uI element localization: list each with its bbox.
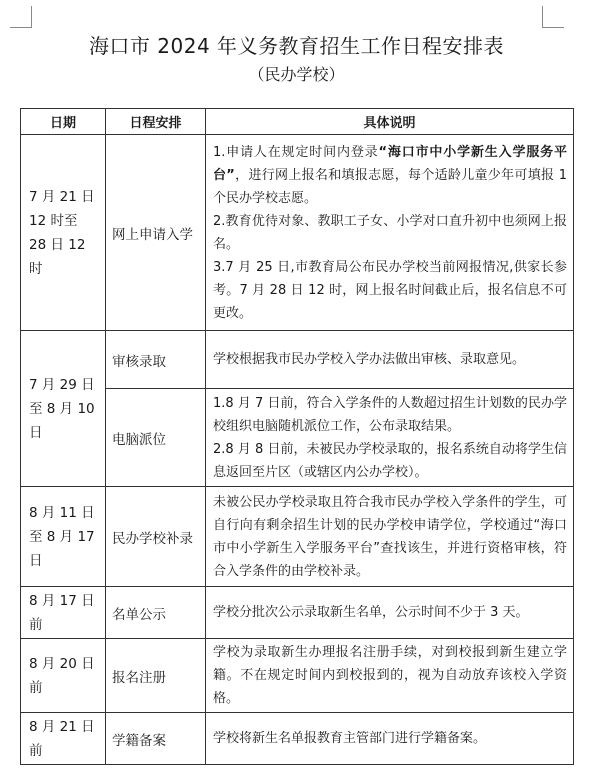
header-details: 具体说明	[206, 109, 574, 135]
row-date: 8 月 20 日前	[21, 639, 106, 713]
table-row	[21, 639, 574, 713]
table-row	[21, 331, 574, 389]
row-details	[206, 389, 574, 487]
row-details: 学校为录取新生办理报名注册手续，对到校报到新生建立学籍。不在规定时间内到校报到的，视为自动放弃该校入学资格。	[206, 639, 574, 713]
platform-name-bold: “海口市中小学新生入学服务平台”	[213, 144, 568, 183]
row-schedule-item: 名单公示	[106, 587, 206, 639]
header-schedule: 日程安排	[106, 109, 206, 135]
details-paragraph	[213, 141, 567, 210]
table-row	[21, 135, 574, 331]
schedule-table	[20, 108, 574, 765]
row-details: 学校分批次公示录取新生名单，公示时间不少于 3 天。	[206, 587, 574, 639]
document-subtitle: （民办学校）	[248, 65, 345, 84]
details-paragraph: 1.8 月 7 日前，符合入学条件的人数超过招生计划数的民办学校组织电脑随机派位工作，公布录取结果。	[213, 395, 567, 434]
document-title: 海口市 2024 年义务教育招生工作日程安排表	[88, 34, 505, 58]
details-paragraph: 2.教育优待对象、教职工子女、小学对口直升初中也须网上报名。	[213, 213, 567, 252]
row-schedule-item: 民办学校补录	[106, 487, 206, 587]
row-details: 学校根据我市民办学校入学办法做出审核、录取意见。	[206, 331, 574, 389]
table-row	[21, 713, 574, 765]
details-text: ，进行网上报名和填报志愿，每个适龄儿童少年可填报 1 个民办学校志愿。	[213, 167, 567, 206]
crop-mark-top-right-vertical	[542, 6, 543, 28]
table-row	[21, 587, 574, 639]
row-details: 学校将新生名单报教育主管部门进行学籍备案。	[206, 713, 574, 765]
table-header-row	[21, 109, 574, 135]
crop-mark-top-left-vertical	[31, 6, 32, 28]
table-row	[21, 487, 574, 587]
crop-mark-top-right-horizontal	[542, 27, 564, 28]
row-date: 8 月 11 日至 8 月 17 日	[21, 487, 106, 587]
details-paragraph: 3.7 月 25 日,市教育局公布民办学校当前网报情况,供家长参考。7 月 28 日 12 时，网上报名时间截止后，报名信息不可更改。	[213, 259, 567, 321]
row-details	[206, 135, 574, 331]
header-date: 日期	[21, 109, 106, 135]
row-schedule-item: 网上申请入学	[106, 135, 206, 331]
crop-mark-top-left-horizontal	[10, 27, 32, 28]
row-date: 8 月 21 日前	[21, 713, 106, 765]
row-date: 7 月 29 日至 8 月 10 日	[21, 331, 106, 487]
row-schedule-item: 审核录取	[106, 331, 206, 389]
details-text: 1.申请人在规定时间内登录	[213, 144, 379, 160]
row-schedule-item: 学籍备案	[106, 713, 206, 765]
row-date: 7 月 21 日 12 时至 28 日 12 时	[21, 135, 106, 331]
details-paragraph: 2.8 月 8 日前，未被民办学校录取的，报名系统自动将学生信息返回至片区（或辖区内公办学校）。	[213, 441, 567, 480]
row-schedule-item: 报名注册	[106, 639, 206, 713]
row-details: 未被公民办学校录取且符合我市民办学校入学条件的学生，可自行向有剩余招生计划的民办学校申请学位，学校通过“海口市中小学新生入学服务平台”查找该生，并进行资格审核，符合入学条件的由学校补录。	[206, 487, 574, 587]
row-schedule-item: 电脑派位	[106, 389, 206, 487]
row-date: 8 月 17 日前	[21, 587, 106, 639]
